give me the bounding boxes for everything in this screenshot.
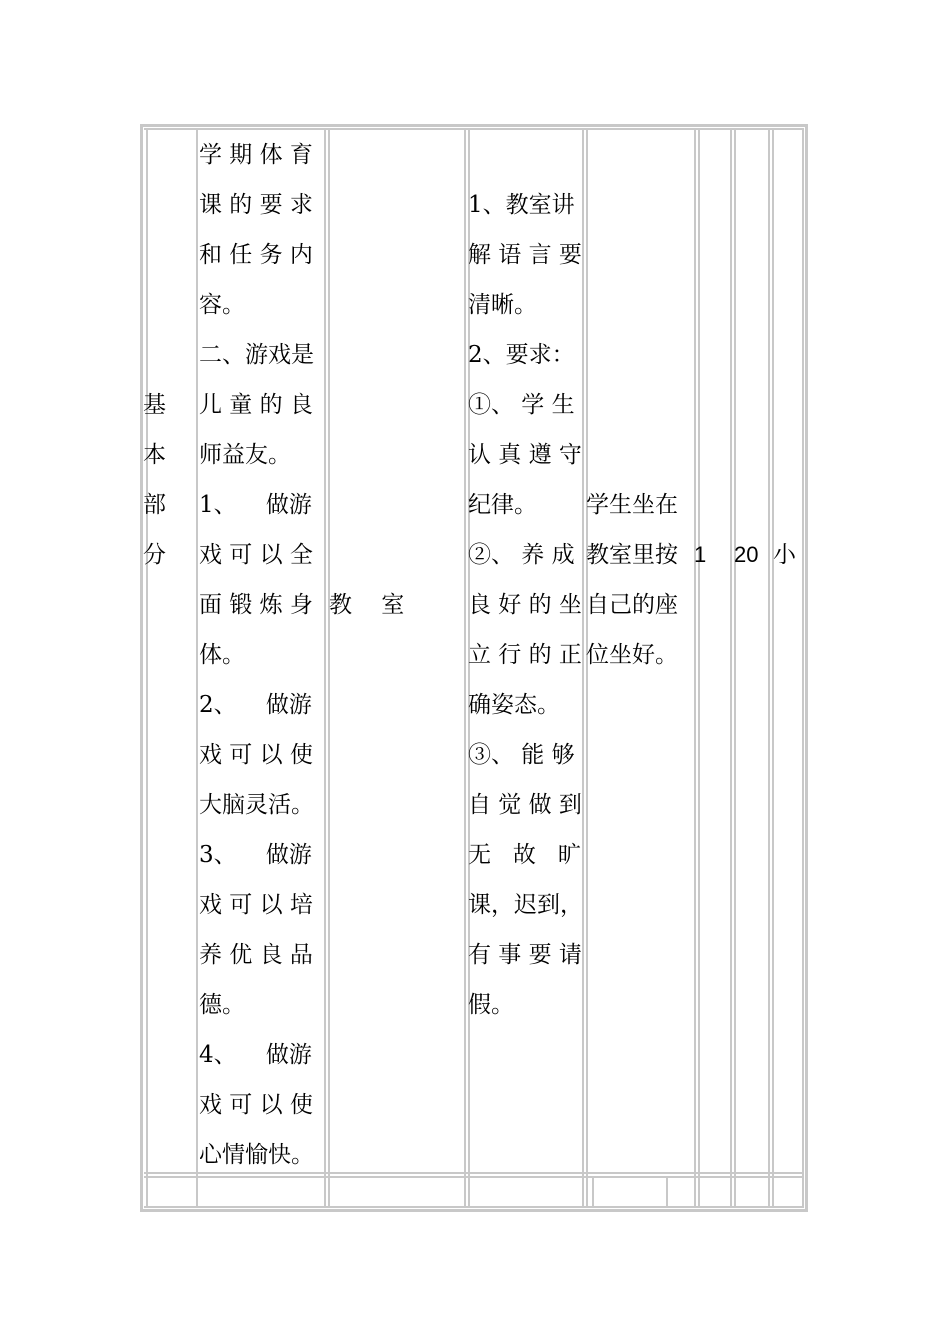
- column-divider: [698, 128, 700, 1208]
- organization-cell: [586, 480, 696, 680]
- content-line: 4、 做游: [199, 1042, 312, 1068]
- column-divider: [328, 128, 330, 1208]
- column-divider: [768, 128, 770, 1208]
- requirement-line: 纪律。: [468, 492, 537, 518]
- requirement-line: ①、 学 生: [468, 392, 575, 418]
- content-line: 课 的 要 求: [199, 192, 313, 218]
- table-border-left-inner: [146, 128, 148, 1208]
- content-line: 戏 可 以 使: [199, 1092, 313, 1118]
- bottom-row-divider: [666, 1176, 668, 1208]
- section-label-char: 部: [143, 492, 166, 518]
- requirement-line: 2、要求：: [468, 342, 575, 368]
- location-cell: 教 室: [329, 592, 405, 618]
- requirement-line: 立 行 的 正: [468, 642, 582, 668]
- content-line: 戏 可 以 全: [199, 542, 313, 568]
- column-divider: [772, 128, 774, 1208]
- requirement-line: 认 真 遵 守: [468, 442, 582, 468]
- requirement-line: 1、教室讲: [468, 192, 575, 218]
- requirement-line: 有 事 要 请: [468, 942, 582, 968]
- content-line: 二、游戏是: [199, 342, 314, 368]
- content-line: 大脑灵活。: [199, 792, 314, 818]
- column-divider: [464, 128, 466, 1208]
- content-line: 戏 可 以 培: [199, 892, 313, 918]
- content-line: 养 优 良 品: [199, 942, 313, 968]
- column-divider: [730, 128, 732, 1208]
- organization-line: 位坐好。: [586, 642, 678, 668]
- requirements-cell: [468, 180, 584, 1030]
- section-label-char: 分: [143, 542, 166, 568]
- count-cell: 1: [694, 542, 707, 567]
- organization-line: 自己的座: [586, 592, 678, 618]
- requirement-line: 解 语 言 要: [468, 242, 582, 268]
- requirement-line: 课，迟到，: [468, 892, 583, 918]
- section-label-char: 本: [143, 442, 166, 468]
- intensity-cell: 小: [773, 542, 796, 568]
- content-line: 戏 可 以 使: [199, 742, 313, 768]
- requirement-line: 清晰。: [468, 292, 537, 318]
- organization-line: 教室里按: [586, 542, 678, 568]
- column-divider: [734, 128, 736, 1208]
- requirement-line: ②、 养 成: [468, 542, 575, 568]
- table-border-right-inner: [802, 128, 804, 1208]
- requirement-line: 确姿态。: [468, 692, 560, 718]
- section-label: [143, 380, 183, 580]
- column-divider: [196, 128, 198, 1208]
- content-line: 体。: [199, 642, 245, 668]
- content-line: 学 期 体 育: [199, 142, 313, 168]
- content-line: 师益友。: [199, 442, 291, 468]
- content-line: 2、 做游: [199, 692, 312, 718]
- content-line: 容。: [199, 292, 245, 318]
- content-cell: [199, 130, 324, 1180]
- requirement-line: 无 故 旷: [468, 842, 581, 868]
- content-line: 儿 童 的 良: [199, 392, 313, 418]
- content-line: 和 任 务 内: [199, 242, 313, 268]
- content-line: 面 锻 炼 身: [199, 592, 313, 618]
- organization-line: 学生坐在: [586, 492, 678, 518]
- requirement-line: 良 好 的 坐: [468, 592, 582, 618]
- content-line: 德。: [199, 992, 245, 1018]
- bottom-row-divider: [592, 1176, 594, 1208]
- column-divider: [324, 128, 326, 1208]
- requirement-line: 假。: [468, 992, 514, 1018]
- table-bottom-inner: [144, 1206, 804, 1208]
- section-label-char: 基: [143, 392, 166, 418]
- content-line: 3、 做游: [199, 842, 312, 868]
- content-line: 心情愉快。: [199, 1142, 314, 1168]
- requirement-line: 自 觉 做 到: [468, 792, 582, 818]
- content-line: 1、 做游: [199, 492, 312, 518]
- minutes-cell: 20: [734, 542, 759, 567]
- requirement-line: ③、 能 够: [468, 742, 575, 768]
